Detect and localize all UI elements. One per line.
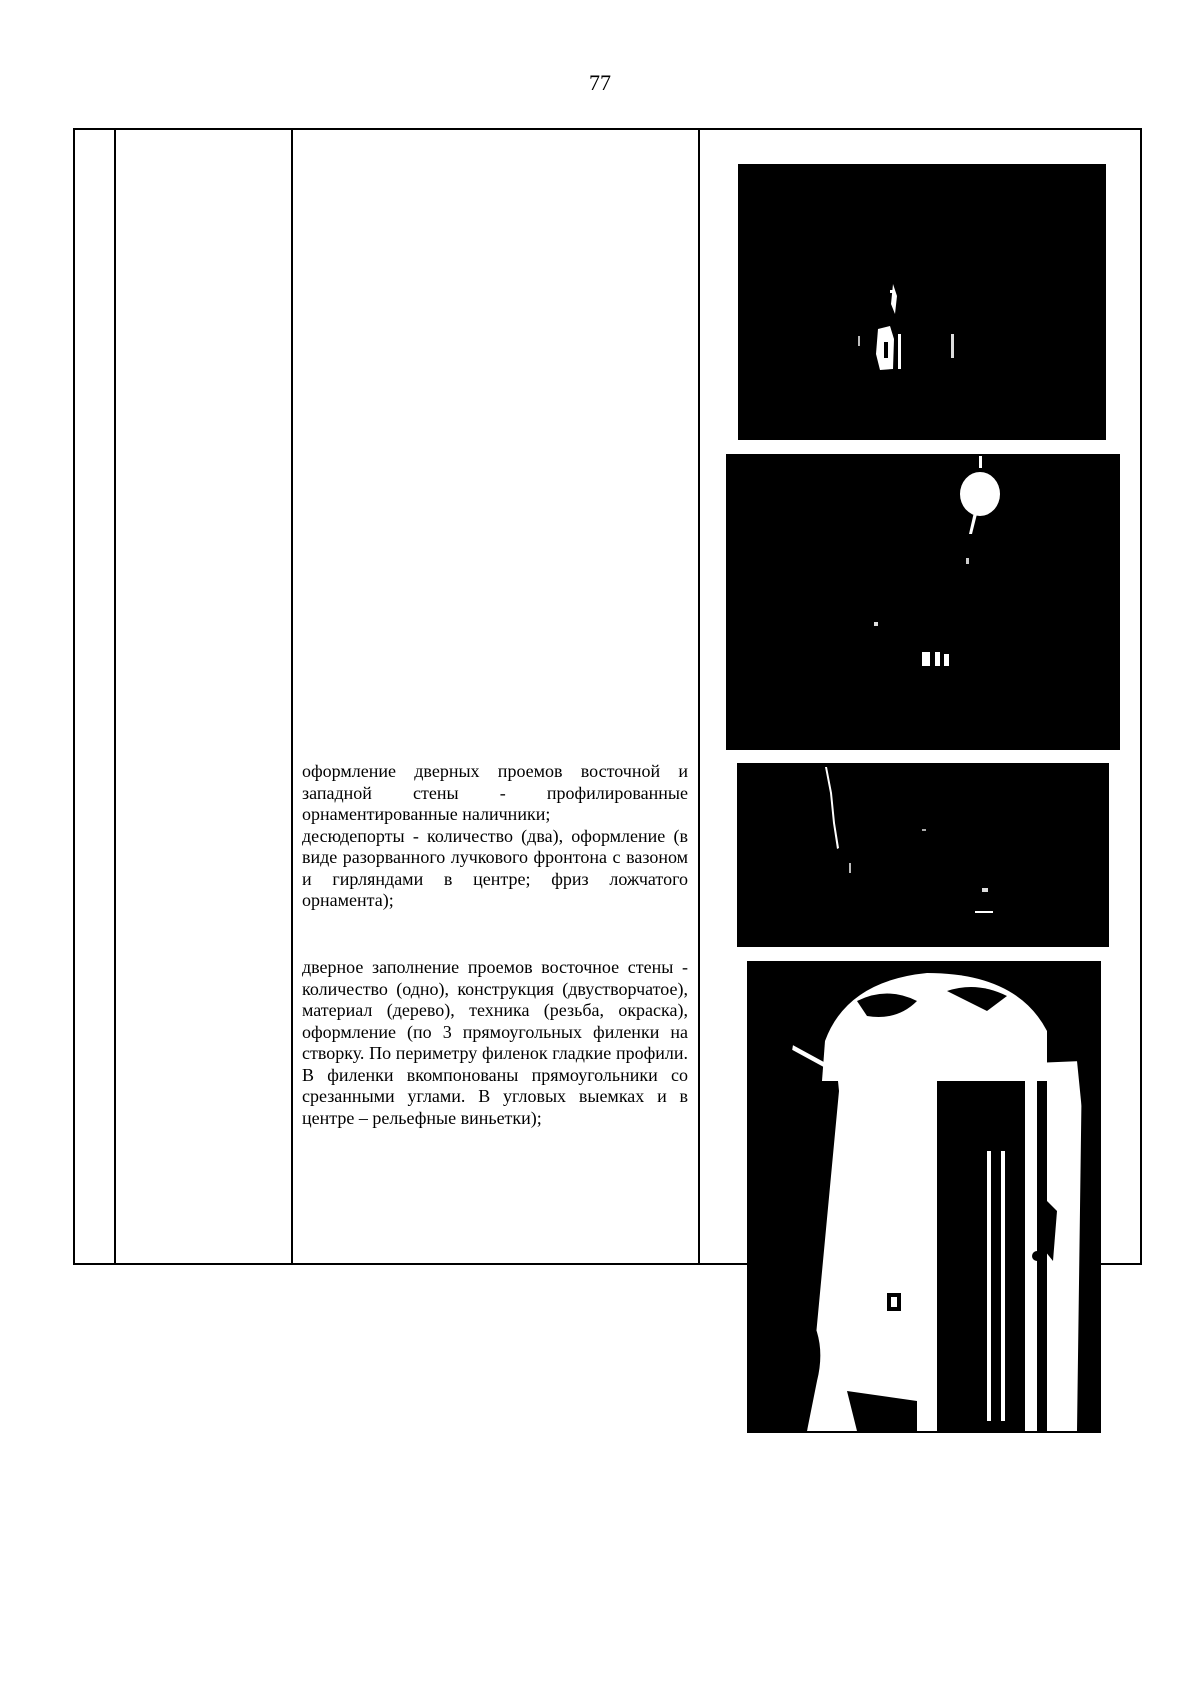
- interior-photo-2-image: [726, 454, 1120, 750]
- page-number: 77: [589, 70, 611, 95]
- table-column-divider: [291, 130, 293, 1263]
- interior-photo-1-image: [738, 164, 1106, 440]
- interior-photo-1: [738, 164, 1106, 440]
- doorway-photo-image: [747, 961, 1101, 1433]
- door-filling-description: дверное заполнение проемов восточное стены - количество (одно), конструкция (двустворчатое), материал (дерево), техника (резьба, окраска), оформление (по 3 прямоугольных филенки на створку. По периметру филенок гладкие профили. В филенки вкомпонованы прямоугольники со срезанными углами. В угловых выемках и в центре – рельефные виньетки);: [302, 957, 688, 1128]
- interior-photo-2: [726, 454, 1120, 750]
- description-block-openings: [302, 761, 688, 912]
- door-openings-description: оформление дверных проемов восточной и западной стены - профилированные орнаментированные наличники;: [302, 761, 688, 824]
- table-column-divider: [698, 130, 700, 1263]
- doorway-photo: [747, 961, 1101, 1433]
- table-column-divider: [114, 130, 116, 1263]
- interior-photo-3-image: [737, 763, 1109, 947]
- overdoors-description: десюдепорты - количество (два), оформление (в виде разорванного лучкового фронтона с вазоном и гирляндами в центре; фриз ложчатого орнамента);: [302, 825, 688, 910]
- description-block-door-leaf: [302, 957, 688, 1129]
- interior-photo-3: [737, 763, 1109, 947]
